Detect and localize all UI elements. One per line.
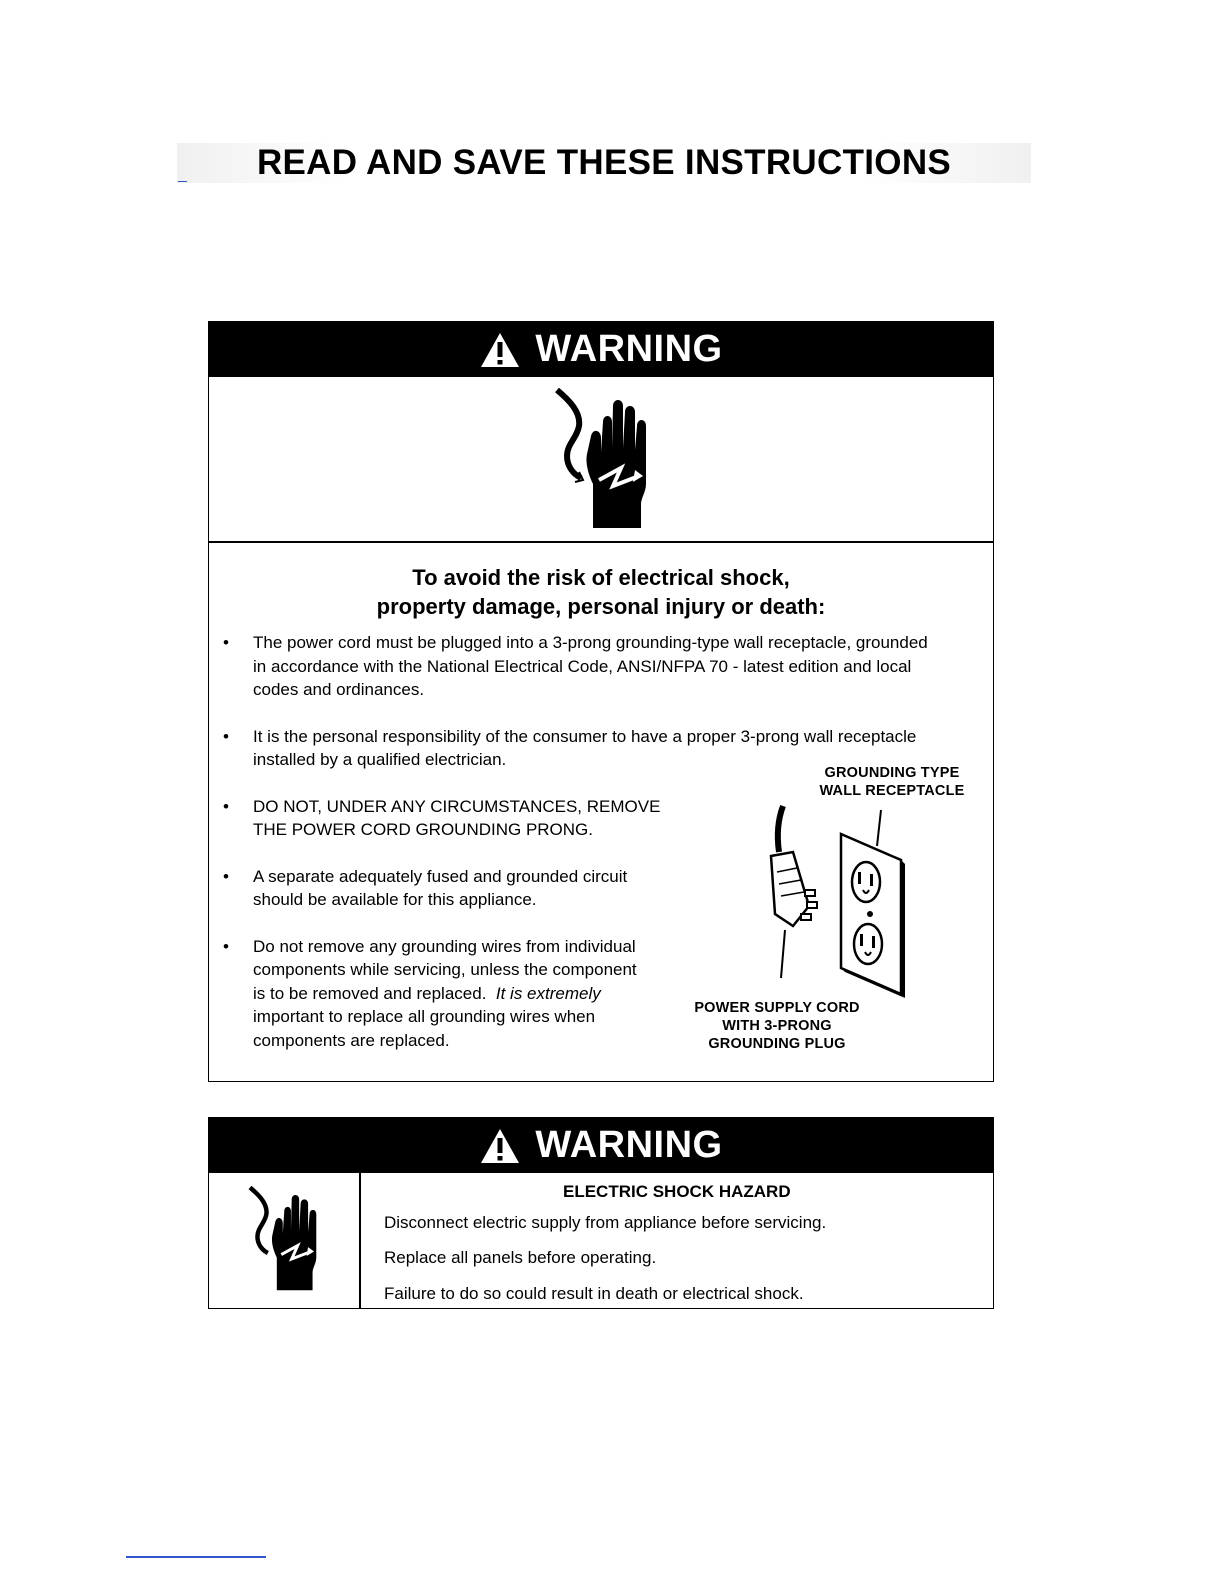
warning-banner <box>209 322 993 377</box>
bullet-dot: • <box>223 936 229 956</box>
bullet-emphasis: It is extremely <box>495 983 601 1003</box>
electric-shock-hand-icon <box>244 1186 326 1294</box>
bullet-line: The power cord must be plugged into a 3-prong grounding-type wall receptacle, grounded <box>253 633 928 652</box>
link-mark <box>178 181 187 182</box>
warning-banner <box>209 1118 993 1173</box>
warning-box-electrical <box>208 321 994 1082</box>
bullet-line: components are replaced. <box>253 1030 450 1050</box>
bullet-dot: • <box>223 726 229 746</box>
receptacle-label: GROUNDING TYPE WALL RECEPTACLE <box>819 765 965 799</box>
bullet-dot: • <box>223 633 229 652</box>
bullet-line: A separate adequately fused and grounded circuit <box>253 866 628 886</box>
hazard-instruction: Replace all panels before operating. <box>384 1248 657 1267</box>
hazard-title: ELECTRIC SHOCK HAZARD <box>563 1182 791 1201</box>
alert-triangle-icon <box>479 1127 521 1165</box>
bullet-line: components while servicing, unless the component <box>253 960 637 979</box>
bullet-dot: • <box>223 866 229 886</box>
electric-shock-hand-icon <box>549 388 659 533</box>
column-divider <box>359 1173 361 1308</box>
bullet-line: codes and ordinances. <box>253 680 425 699</box>
section-divider <box>209 541 993 543</box>
bullet-line: is to be removed and replaced. <box>253 983 487 1003</box>
bullet-dot: • <box>223 796 229 816</box>
bullet-line: THE POWER CORD GROUNDING PRONG. <box>253 820 594 839</box>
bullet-line: Do not remove any grounding wires from individual <box>253 936 636 956</box>
warning-box-shock-hazard <box>208 1117 994 1309</box>
bullet-line: installed by a qualified electrician. <box>253 750 507 769</box>
bullet-line: should be available for this appliance. <box>253 890 537 909</box>
alert-triangle-icon <box>479 331 521 369</box>
bullet-line: It is the personal responsibility of the consumer to have a proper 3-prong wall receptacle <box>253 726 917 746</box>
page-title: READ AND SAVE THESE INSTRUCTIONS <box>256 143 952 182</box>
footnote-separator <box>126 1556 266 1558</box>
plug-receptacle-illustration <box>749 802 909 1002</box>
warning-label: WARNING <box>535 1124 723 1166</box>
hazard-instruction: Failure to do so could result in death or electrical shock. <box>384 1284 804 1303</box>
warning-label: WARNING <box>535 328 723 370</box>
hazard-instruction: Disconnect electric supply from appliance before servicing. <box>384 1213 827 1232</box>
bullet-line: important to replace all grounding wires when <box>253 1007 596 1026</box>
warning-subheading-line1: To avoid the risk of electrical shock, <box>412 565 790 590</box>
bullet-item <box>223 631 983 702</box>
warning-subheading-line2: property damage, personal injury or death: <box>376 594 826 619</box>
bullet-line: in accordance with the National Electrical Code, ANSI/NFPA 70 - latest edition and local <box>253 656 912 676</box>
plug-label: POWER SUPPLY CORD WITH 3-PRONG GROUNDING PLUG <box>694 1000 860 1052</box>
bullet-line: DO NOT, UNDER ANY CIRCUMSTANCES, REMOVE <box>253 796 661 816</box>
